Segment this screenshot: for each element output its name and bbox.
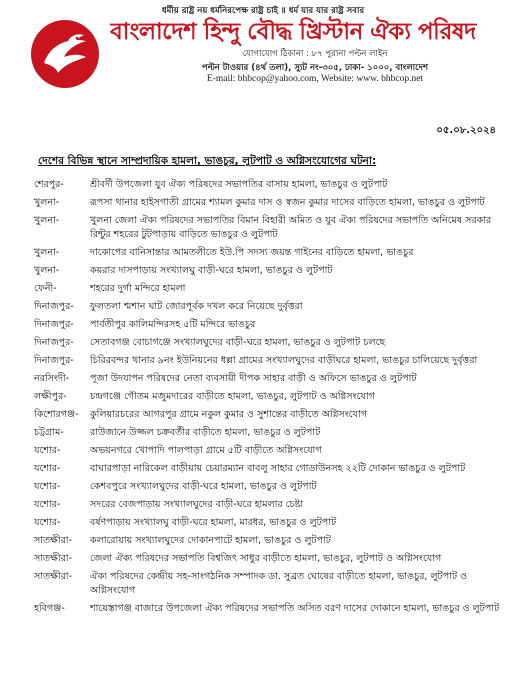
- office-address: পল্টন টাওয়ার (৪র্থ তলা), স্যুট নং-৩০৫, ঢাকা- ১০০০, বাংলাদেশ: [201, 63, 429, 73]
- incident-description: কুলিয়ারচরের আগরপুর গ্রামে নকুল কুমার ও সুশান্তের বাড়ীতে অগ্নিসংযোগ: [90, 409, 368, 420]
- incident-row: [34, 178, 502, 192]
- incident-description: সেতাবগঞ্জ বোচাগঞ্জে সংখ্যালঘুদের বাড়ী-ঘরে হামলা, ভাঙচুর ও লুটপাট চলছে: [90, 337, 386, 348]
- incident-description: বর্ষণপাড়ায় সংখ্যালঘু বাড়ী-ঘরে হামলা, মারধর, ভাঙচুর ও লুটপাট: [90, 517, 337, 528]
- incident-description: চিরিরবন্দর থানার ৯নং ইউনিয়নের ধল্লা গ্রামের সংখ্যালঘুদের বাড়ীঘরে হামলা, ভাঙচুর চালিয়েছে দুর্বৃত্তরা: [90, 355, 478, 366]
- incident-description: জেলা ঐক্য পরিষদের সভাপতি বিশ্বজিৎ সাধুর বাড়ীতে হামলা, ভাঙচুর, লুটপাট ও অগ্নিসংযোগ: [90, 553, 442, 564]
- incident-row: [34, 426, 502, 440]
- incident-place: দিনাজপুর-: [34, 319, 74, 330]
- incident-description: অভয়নগরে খোপাদি পালপাড়া গ্রামে ৫টি বাড়ীতে অগ্নিসংযোগ: [90, 445, 322, 456]
- incident-place: যশোর-: [34, 463, 61, 474]
- incident-description: শহরের দুর্গা মন্দিরে হামলা: [90, 283, 186, 294]
- incident-row: [34, 570, 502, 598]
- incident-place: চট্টগ্রাম-: [34, 427, 64, 438]
- incident-row: [34, 462, 502, 476]
- incident-row: [34, 318, 502, 332]
- incident-place: সাতক্ষীরা-: [34, 571, 72, 582]
- incident-place: সাতক্ষীরা-: [34, 553, 72, 564]
- incident-place: দিনাজপুর-: [34, 301, 74, 312]
- incident-place: যশোর-: [34, 517, 61, 528]
- organization-name: বাংলাদেশ হিন্দু বৌদ্ধ খ্রিস্টান ঐক্য পরিষদ: [110, 19, 476, 45]
- incident-description: চন্দ্রগঞ্জে গৌতম মজুমদারের বাড়ীতে হামলা, ভাঙচুর, লুটপাট ও অগ্নিসংযোগ: [90, 391, 375, 402]
- incident-row: [34, 372, 502, 386]
- incident-row: [34, 214, 502, 242]
- incident-list: [34, 178, 502, 620]
- incident-description: ঐক্য পরিষদের কেন্দ্রীয় সহ-সাংগঠনিক সম্পাদক ডা. সুব্রত ঘোষের বাড়ীতে হামলা, ভাঙচুর, লুটপাট ও অগ্নিসংযোগ: [90, 571, 468, 596]
- incident-row: [34, 480, 502, 494]
- incident-place: ফেনী-: [34, 283, 57, 294]
- incident-row: [34, 444, 502, 458]
- incident-row: [34, 390, 502, 404]
- incident-place: খুলনা-: [34, 247, 60, 258]
- incident-place: দিনাজপুর-: [34, 337, 74, 348]
- incident-description: পূজা উদযাপন পরিষদের নেতা ব্যবসায়ী দীপক সাহার বাড়ী ও অফিসে ভাঙচুর ও লুটপাট: [90, 373, 417, 384]
- incident-description: কলারোয়ায় সংখ্যালঘুদের দোকানপাটে হামলা, ভাঙচুর ও লুটপাট: [90, 535, 331, 546]
- incident-place: শেরপুর-: [34, 179, 64, 190]
- incident-row: [34, 246, 502, 260]
- incident-place: খুলনা-: [34, 215, 60, 226]
- incident-row: [34, 196, 502, 210]
- incident-place: যশোর-: [34, 481, 61, 492]
- email-website: E-mail: bhbcop@yahoo.com, Website: www. bhbcop.net: [206, 74, 424, 84]
- document-heading: দেশের বিভিন্ন স্থানে সাম্প্রদায়িক হামলা, ভাঙচুর, লুটপাট ও অগ্নিসংযোগের ঘটনা:: [38, 155, 377, 167]
- incident-place: নরসিংদী-: [34, 373, 70, 384]
- incident-row: [34, 300, 502, 314]
- incident-row: [34, 282, 502, 296]
- incident-place: কিশোরগঞ্জ-: [34, 409, 79, 420]
- incident-place: খুলনা-: [34, 197, 60, 208]
- incident-row: [34, 516, 502, 530]
- incident-row: [34, 336, 502, 350]
- incident-row: [34, 408, 502, 422]
- incident-description: পার্বতীপুর কালিমন্দিরসহ ৫টি মন্দিরে ভাঙচুর: [90, 319, 256, 330]
- incident-row: [34, 264, 502, 278]
- incident-row: [34, 602, 502, 616]
- incident-description: কয়রার দাসপাড়ায় সংখ্যালঘু বাড়ী-ঘরে হামলা, ভাঙচুর ও লুটপাট: [90, 265, 333, 276]
- incident-row: [34, 498, 502, 512]
- incident-place: লক্ষীপুর-: [34, 391, 67, 402]
- incident-description: খুলনা জেলা ঐক্য পরিষদের সভাপতির বিমান বিহারী অমিত ও যুব ঐক্য পরিষদের সভাপতি অনিমেষ সরকার রিন্টুর শহরের টুটপাড়ায় বাড়িতে ভাঙচুর ও লুটপাট: [90, 215, 492, 240]
- incident-description: রাউজানে উজ্জল চক্রবর্তীর বাড়ীতে হামলা, ভাঙচুর ও লুটপাট: [90, 427, 321, 438]
- incident-row: [34, 552, 502, 566]
- incident-place: সাতক্ষীরা-: [34, 535, 72, 546]
- document-date: ০৫.০৮.২০২৪: [436, 125, 496, 136]
- incident-description: শায়েস্তাগঞ্জ বাজারে উপজেলা ঐক্য পরিষদের সভাপতি অসিত বরণ দাসের দোকানে হামলা, ভাঙচুর ও লুটপাট: [90, 603, 500, 614]
- incident-description: সদরের বেজপাড়ায় সংখ্যালঘুদের বাড়ী-ঘরে হামলার চেষ্টা: [90, 499, 304, 510]
- incident-place: হবিগঞ্জ-: [34, 603, 65, 614]
- incident-place: যশোর-: [34, 499, 61, 510]
- tagline: ধর্মীয় রাষ্ট্র নয় ধর্মনিরপেক্ষ রাষ্ট্র চাই ॥ ধর্ম যার যার রাষ্ট্র সবার: [161, 6, 365, 16]
- incident-place: যশোর-: [34, 445, 61, 456]
- contact-address: যোগাযোগ ঠিকানা : ৮৭ পুরানা পল্টন লাইন: [242, 49, 388, 59]
- incident-place: দিনাজপুর-: [34, 355, 74, 366]
- incident-row: [34, 354, 502, 368]
- red-dove-logo-icon: [28, 17, 102, 91]
- incident-row: [34, 534, 502, 548]
- incident-description: বাঘারপাড়া নারিকেল বাড়ীয়ায় চেয়ারম্যান বাবলু সাহার গোডাউনসহ ২২টি দোকান ভাঙচুর ও লুটপাট: [90, 463, 466, 474]
- incident-place: খুলনা-: [34, 265, 60, 276]
- incident-description: দাকোপের বানিসান্তার আমতলীতে ইউ.পি সদস্য জয়ন্ত গাইনের বাড়িতে হামলা, ভাঙচুর: [90, 247, 414, 258]
- incident-description: শ্রীবর্দী উপজেলা যুব ঐক্য পরিষদের সভাপতির বাসায় হামলা, ভাঙচুর ও লুটপাট: [90, 179, 388, 190]
- incident-description: রূপসা থানার হাইসগাতী গ্রামের শ্যামল কুমার দাস ও স্বজন কুমার দাসের বাড়িতে হামলা, ভাঙচুর ও লুটপাট: [90, 197, 485, 208]
- incident-description: কেশবপুরে সংখ্যালঘুদের বাড়ী-ঘরে হামলা, ভাঙচুর ও লুটপাট: [90, 481, 317, 492]
- incident-description: ফুলতলা শ্মশান ঘাট জোরপূর্বক দখল করে নিয়েছে দুর্বৃত্তরা: [90, 301, 303, 312]
